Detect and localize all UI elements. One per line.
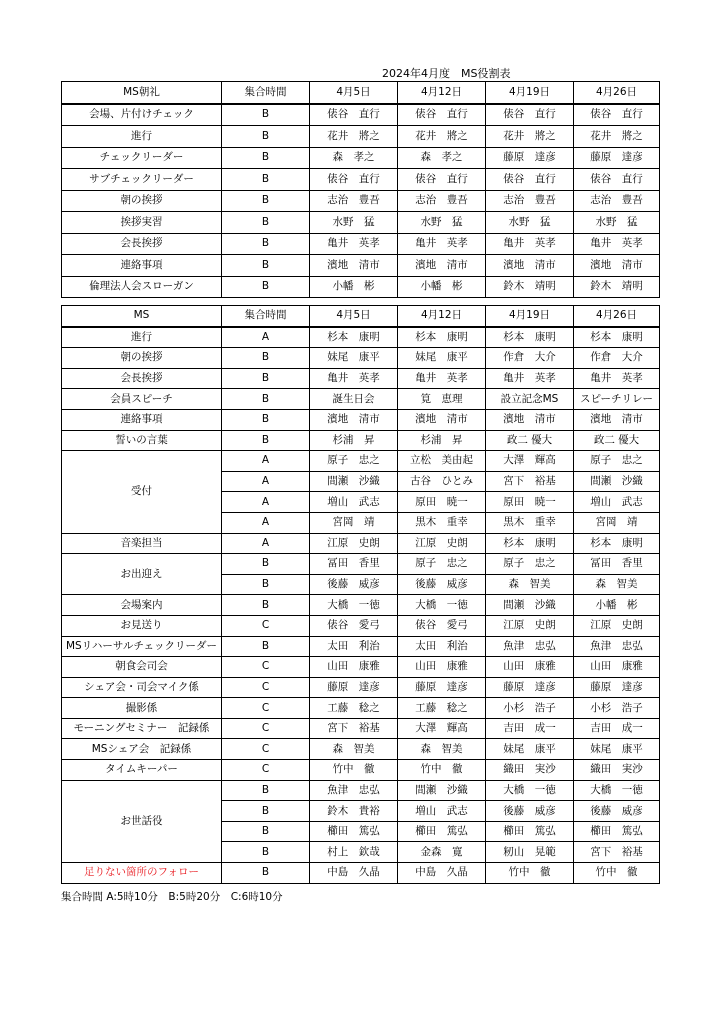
assignee-cell: 俵谷 直行 xyxy=(310,104,398,126)
assignee-cell: 濱地 清市 xyxy=(574,255,660,277)
table-row xyxy=(62,739,660,760)
table-row xyxy=(62,657,660,678)
assignee-cell: 間瀬 沙織 xyxy=(398,780,486,801)
assignee-cell: 亀井 英孝 xyxy=(486,233,574,255)
time-cell: B xyxy=(222,636,310,657)
assignee-cell: 大橋 一徳 xyxy=(310,595,398,616)
assignee-cell: 原子 忠之 xyxy=(486,554,574,575)
role-cell: 会長挨拶 xyxy=(62,368,222,389)
assignee-cell: 山田 康雅 xyxy=(574,657,660,678)
assignee-cell: 冨田 香里 xyxy=(310,554,398,575)
table-row xyxy=(62,368,660,389)
assignee-cell: 亀井 英孝 xyxy=(574,368,660,389)
assignee-cell: 亀井 英孝 xyxy=(574,233,660,255)
assignee-cell: 政二 優大 xyxy=(574,430,660,451)
assignee-cell: 志治 豊吾 xyxy=(310,190,398,212)
assignee-cell: 森 智美 xyxy=(574,574,660,595)
time-cell: B xyxy=(222,780,310,801)
assignee-cell: 増山 武志 xyxy=(310,492,398,513)
assignee-cell: 吉田 成一 xyxy=(574,718,660,739)
table-row xyxy=(62,698,660,719)
column-header: 4月26日 xyxy=(574,82,660,104)
assignee-cell: 設立記念MS xyxy=(486,389,574,410)
time-cell: A xyxy=(222,533,310,554)
role-cell: 倫理法人会スローガン xyxy=(62,276,222,298)
assignee-cell: 花井 將之 xyxy=(574,126,660,148)
assignee-cell: 志治 豊吾 xyxy=(486,190,574,212)
table-row xyxy=(62,233,660,255)
assignee-cell: 魚津 忠弘 xyxy=(486,636,574,657)
assignee-cell: 藤原 達彦 xyxy=(310,677,398,698)
time-cell: B xyxy=(222,430,310,451)
assignee-cell: 小幡 彬 xyxy=(574,595,660,616)
assignee-cell: 森 智美 xyxy=(310,739,398,760)
assignee-cell: 俵谷 直行 xyxy=(486,169,574,191)
assignee-cell: 妹尾 康平 xyxy=(398,348,486,369)
role-cell: 進行 xyxy=(62,126,222,148)
ms-morning-table xyxy=(61,81,660,298)
assignee-cell: 間瀬 沙織 xyxy=(486,595,574,616)
time-cell: B xyxy=(222,233,310,255)
assignee-cell: スピーチリレー xyxy=(574,389,660,410)
assignee-cell: 誕生日会 xyxy=(310,389,398,410)
assignee-cell: 太田 利治 xyxy=(310,636,398,657)
assignee-cell: 政二 優大 xyxy=(486,430,574,451)
role-cell: MSリハーサルチェックリーダー xyxy=(62,636,222,657)
role-cell: 会場、片付けチェック xyxy=(62,104,222,126)
assignee-cell: 原子 忠之 xyxy=(310,451,398,472)
table-row xyxy=(62,255,660,277)
time-cell: A xyxy=(222,471,310,492)
assignee-cell: 杉本 康明 xyxy=(310,327,398,348)
assignee-cell: 大澤 輝高 xyxy=(486,451,574,472)
time-cell: B xyxy=(222,554,310,575)
assignee-cell: 江原 史朗 xyxy=(310,533,398,554)
role-cell: シェア会・司会マイク係 xyxy=(62,677,222,698)
assignee-cell: 花井 將之 xyxy=(398,126,486,148)
assignee-cell: 竹中 徹 xyxy=(486,863,574,884)
time-cell: B xyxy=(222,255,310,277)
assignee-cell: 大橋 一徳 xyxy=(486,780,574,801)
assignee-cell: 黒木 重幸 xyxy=(486,512,574,533)
time-cell: C xyxy=(222,615,310,636)
table-row xyxy=(62,451,660,472)
assignee-cell: 志治 豊吾 xyxy=(574,190,660,212)
assignee-cell: 櫛田 篤弘 xyxy=(486,821,574,842)
assignee-cell: 藤原 達彦 xyxy=(486,677,574,698)
time-cell: B xyxy=(222,126,310,148)
assignee-cell: 杉本 康明 xyxy=(398,327,486,348)
table-row xyxy=(62,677,660,698)
column-header: 集合時間 xyxy=(222,82,310,104)
time-legend: 集合時間 A:5時10分 B:5時20分 C:6時10分 xyxy=(61,891,283,903)
assignee-cell: 織田 実沙 xyxy=(574,760,660,781)
assignee-cell: 亀井 英孝 xyxy=(310,368,398,389)
role-cell: 撮影係 xyxy=(62,698,222,719)
column-header: 4月12日 xyxy=(398,82,486,104)
role-cell: 音楽担当 xyxy=(62,533,222,554)
table-row xyxy=(62,533,660,554)
table-row xyxy=(62,212,660,234)
assignee-cell: 濱地 清市 xyxy=(486,409,574,430)
assignee-cell: 俵谷 愛弓 xyxy=(310,615,398,636)
table-row xyxy=(62,863,660,884)
table-header-row xyxy=(62,82,660,104)
time-cell: B xyxy=(222,169,310,191)
column-header: 集合時間 xyxy=(222,306,310,327)
assignee-cell: 藤原 達彦 xyxy=(574,677,660,698)
assignee-cell: 山田 康雅 xyxy=(398,657,486,678)
time-cell: B xyxy=(222,368,310,389)
time-cell: B xyxy=(222,821,310,842)
time-cell: B xyxy=(222,574,310,595)
assignee-cell: 志治 豊吾 xyxy=(398,190,486,212)
assignee-cell: 杉浦 昇 xyxy=(398,430,486,451)
assignee-cell: 藤原 達彦 xyxy=(574,147,660,169)
assignee-cell: 吉田 成一 xyxy=(486,718,574,739)
time-cell: A xyxy=(222,512,310,533)
table-row xyxy=(62,126,660,148)
assignee-cell: 増山 武志 xyxy=(398,801,486,822)
role-cell: お見送り xyxy=(62,615,222,636)
role-cell: MSシェア会 記録係 xyxy=(62,739,222,760)
column-header: 4月12日 xyxy=(398,306,486,327)
assignee-cell: 濱地 清市 xyxy=(310,255,398,277)
assignee-cell: 竹中 徹 xyxy=(398,760,486,781)
assignee-cell: 工藤 稔之 xyxy=(310,698,398,719)
assignee-cell: 杉浦 昇 xyxy=(310,430,398,451)
role-cell: 会場案内 xyxy=(62,595,222,616)
assignee-cell: 工藤 稔之 xyxy=(398,698,486,719)
assignee-cell: 後藤 威彦 xyxy=(574,801,660,822)
assignee-cell: 増山 武志 xyxy=(574,492,660,513)
role-cell: 挨拶実習 xyxy=(62,212,222,234)
assignee-cell: 櫛田 篤弘 xyxy=(398,821,486,842)
assignee-cell: 俵谷 直行 xyxy=(486,104,574,126)
assignee-cell: 間瀬 沙織 xyxy=(310,471,398,492)
assignee-cell: 小幡 彬 xyxy=(398,276,486,298)
assignee-cell: 杉本 康明 xyxy=(574,533,660,554)
time-cell: C xyxy=(222,718,310,739)
assignee-cell: 小杉 浩子 xyxy=(574,698,660,719)
time-cell: A xyxy=(222,492,310,513)
assignee-cell: 魚津 忠弘 xyxy=(310,780,398,801)
assignee-cell: 宮岡 靖 xyxy=(310,512,398,533)
column-header: 4月26日 xyxy=(574,306,660,327)
assignee-cell: 水野 猛 xyxy=(486,212,574,234)
assignee-cell: 水野 猛 xyxy=(574,212,660,234)
assignee-cell: 俵谷 直行 xyxy=(398,169,486,191)
assignee-cell: 後藤 威彦 xyxy=(398,574,486,595)
time-cell: B xyxy=(222,104,310,126)
time-cell: C xyxy=(222,657,310,678)
table-row xyxy=(62,348,660,369)
assignee-cell: 水野 猛 xyxy=(310,212,398,234)
assignee-cell: 立松 美由起 xyxy=(398,451,486,472)
table-row xyxy=(62,169,660,191)
assignee-cell: 大澤 輝高 xyxy=(398,718,486,739)
assignee-cell: 森 智美 xyxy=(398,739,486,760)
table-row xyxy=(62,554,660,575)
assignee-cell: 魚津 忠弘 xyxy=(574,636,660,657)
assignee-cell: 妹尾 康平 xyxy=(310,348,398,369)
assignee-cell: 森 孝之 xyxy=(398,147,486,169)
assignee-cell: 森 智美 xyxy=(486,574,574,595)
column-header: 4月5日 xyxy=(310,306,398,327)
time-cell: B xyxy=(222,147,310,169)
assignee-cell: 中島 久晶 xyxy=(398,863,486,884)
time-cell: B xyxy=(222,863,310,884)
role-cell: 誓いの言葉 xyxy=(62,430,222,451)
assignee-cell: 後藤 威彦 xyxy=(310,574,398,595)
assignee-cell: 杉本 康明 xyxy=(486,327,574,348)
assignee-cell: 濱地 清市 xyxy=(398,255,486,277)
document-title: 2024年4月度 MS役割表 xyxy=(382,67,511,80)
assignee-cell: 俵谷 直行 xyxy=(398,104,486,126)
assignee-cell: 俵谷 直行 xyxy=(574,104,660,126)
assignee-cell: 宮下 裕基 xyxy=(486,471,574,492)
table-row xyxy=(62,147,660,169)
assignee-cell: 妹尾 康平 xyxy=(486,739,574,760)
time-cell: C xyxy=(222,677,310,698)
assignee-cell: 濱地 清市 xyxy=(398,409,486,430)
column-header: 4月5日 xyxy=(310,82,398,104)
ms-table xyxy=(61,305,660,884)
assignee-cell: 亀井 英孝 xyxy=(310,233,398,255)
role-cell: 連絡事項 xyxy=(62,255,222,277)
role-cell: 連絡事項 xyxy=(62,409,222,430)
assignee-cell: 妹尾 康平 xyxy=(574,739,660,760)
column-header: 4月19日 xyxy=(486,82,574,104)
assignee-cell: 原田 暁一 xyxy=(486,492,574,513)
table-header-row xyxy=(62,306,660,327)
time-cell: B xyxy=(222,276,310,298)
column-header: MS朝礼 xyxy=(62,82,222,104)
assignee-cell: 中島 久晶 xyxy=(310,863,398,884)
assignee-cell: 大橋 一徳 xyxy=(398,595,486,616)
assignee-cell: 後藤 威彦 xyxy=(486,801,574,822)
role-cell: 受付 xyxy=(62,451,222,533)
assignee-cell: 濱地 清市 xyxy=(574,409,660,430)
table-row xyxy=(62,276,660,298)
assignee-cell: 森 孝之 xyxy=(310,147,398,169)
role-cell: 会長挨拶 xyxy=(62,233,222,255)
table-row xyxy=(62,595,660,616)
assignee-cell: 藤原 達彦 xyxy=(398,677,486,698)
assignee-cell: 原子 忠之 xyxy=(398,554,486,575)
assignee-cell: 間瀬 沙織 xyxy=(574,471,660,492)
assignee-cell: 小幡 彬 xyxy=(310,276,398,298)
assignee-cell: 濱地 清市 xyxy=(310,409,398,430)
assignee-cell: 江原 史朗 xyxy=(574,615,660,636)
role-cell: 進行 xyxy=(62,327,222,348)
assignee-cell: 山田 康雅 xyxy=(310,657,398,678)
column-header: 4月19日 xyxy=(486,306,574,327)
assignee-cell: 俵谷 直行 xyxy=(310,169,398,191)
table-row xyxy=(62,760,660,781)
assignee-cell: 宮岡 靖 xyxy=(574,512,660,533)
assignee-cell: 大橋 一徳 xyxy=(574,780,660,801)
assignee-cell: 宮下 裕基 xyxy=(574,842,660,863)
role-cell: 会員スピーチ xyxy=(62,389,222,410)
assignee-cell: 籾山 晃範 xyxy=(486,842,574,863)
assignee-cell: 作倉 大介 xyxy=(574,348,660,369)
assignee-cell: 村上 欽哉 xyxy=(310,842,398,863)
time-cell: B xyxy=(222,190,310,212)
time-cell: B xyxy=(222,842,310,863)
assignee-cell: 小杉 浩子 xyxy=(486,698,574,719)
column-header: MS xyxy=(62,306,222,327)
assignee-cell: 花井 將之 xyxy=(310,126,398,148)
assignee-cell: 宮下 裕基 xyxy=(310,718,398,739)
assignee-cell: 金森 寛 xyxy=(398,842,486,863)
assignee-cell: 古谷 ひとみ xyxy=(398,471,486,492)
role-cell: 朝の挨拶 xyxy=(62,190,222,212)
table-row xyxy=(62,430,660,451)
assignee-cell: 藤原 達彦 xyxy=(486,147,574,169)
role-cell: サブチェックリーダー xyxy=(62,169,222,191)
assignee-cell: 俵谷 愛弓 xyxy=(398,615,486,636)
time-cell: A xyxy=(222,327,310,348)
assignee-cell: 太田 利治 xyxy=(398,636,486,657)
assignee-cell: 鈴木 靖明 xyxy=(574,276,660,298)
time-cell: B xyxy=(222,409,310,430)
assignee-cell: 竹中 徹 xyxy=(574,863,660,884)
role-cell: 朝の挨拶 xyxy=(62,348,222,369)
table-row xyxy=(62,190,660,212)
assignee-cell: 鈴木 靖明 xyxy=(486,276,574,298)
assignee-cell: 原子 忠之 xyxy=(574,451,660,472)
time-cell: B xyxy=(222,595,310,616)
assignee-cell: 櫛田 篤弘 xyxy=(310,821,398,842)
assignee-cell: 原田 暁一 xyxy=(398,492,486,513)
time-cell: B xyxy=(222,801,310,822)
role-cell: お出迎え xyxy=(62,554,222,595)
assignee-cell: 亀井 英孝 xyxy=(398,233,486,255)
assignee-cell: 鈴木 貴裕 xyxy=(310,801,398,822)
assignee-cell: 筧 恵理 xyxy=(398,389,486,410)
table-row xyxy=(62,780,660,801)
role-cell: お世話役 xyxy=(62,780,222,862)
assignee-cell: 江原 史朗 xyxy=(486,615,574,636)
assignee-cell: 亀井 英孝 xyxy=(398,368,486,389)
assignee-cell: 水野 猛 xyxy=(398,212,486,234)
time-cell: B xyxy=(222,389,310,410)
assignee-cell: 黒木 重幸 xyxy=(398,512,486,533)
role-cell: タイムキーパー xyxy=(62,760,222,781)
assignee-cell: 冨田 香里 xyxy=(574,554,660,575)
assignee-cell: 濱地 清市 xyxy=(486,255,574,277)
table-row xyxy=(62,104,660,126)
time-cell: C xyxy=(222,739,310,760)
table-row xyxy=(62,615,660,636)
role-cell: 朝食会司会 xyxy=(62,657,222,678)
role-cell: モーニングセミナー 記録係 xyxy=(62,718,222,739)
time-cell: B xyxy=(222,212,310,234)
time-cell: C xyxy=(222,760,310,781)
assignee-cell: 杉本 康明 xyxy=(486,533,574,554)
role-cell: チェックリーダー xyxy=(62,147,222,169)
time-cell: B xyxy=(222,348,310,369)
table-row xyxy=(62,636,660,657)
assignee-cell: 竹中 徹 xyxy=(310,760,398,781)
time-cell: A xyxy=(222,451,310,472)
assignee-cell: 作倉 大介 xyxy=(486,348,574,369)
table-row xyxy=(62,409,660,430)
table-row xyxy=(62,327,660,348)
assignee-cell: 江原 史朗 xyxy=(398,533,486,554)
role-cell: 足りない箇所のフォロー xyxy=(62,863,222,884)
table-row xyxy=(62,718,660,739)
assignee-cell: 櫛田 篤弘 xyxy=(574,821,660,842)
time-cell: C xyxy=(222,698,310,719)
assignee-cell: 亀井 英孝 xyxy=(486,368,574,389)
table-row xyxy=(62,389,660,410)
assignee-cell: 織田 実沙 xyxy=(486,760,574,781)
assignee-cell: 俵谷 直行 xyxy=(574,169,660,191)
assignee-cell: 花井 將之 xyxy=(486,126,574,148)
assignee-cell: 杉本 康明 xyxy=(574,327,660,348)
assignee-cell: 山田 康雅 xyxy=(486,657,574,678)
